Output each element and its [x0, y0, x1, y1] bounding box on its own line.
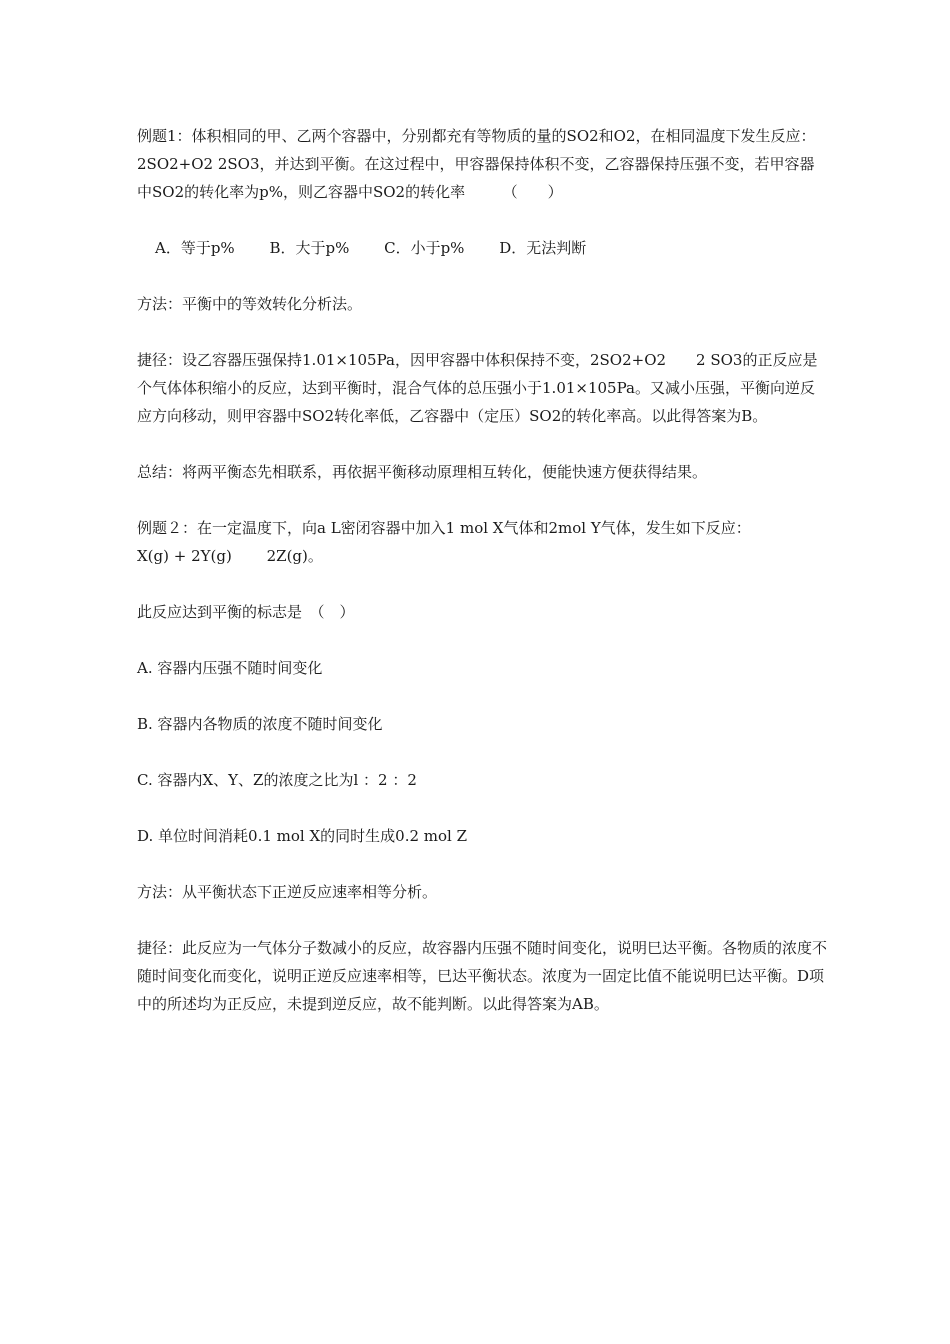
example1-solution: 捷径：设乙容器压强保持1.01×105Pa，因甲容器中体积保持不变，2SO2+O2 2 SO3的正反应是个气体体积缩小的反应，达到平衡时，混合气体的总压强小于1.01×105Pa。又减小压强，平衡向逆反应方向移动，则甲容器中SO2转化率低，乙容器中（定压）SO2的转化率高。以此得答案为B。	[137, 351, 818, 425]
example2-method: 方法：从平衡状态下正逆反应速率相等分析。	[137, 883, 438, 901]
example2-solution: 捷径：此反应为一气体分子数减小的反应，故容器内压强不随时间变化，说明巳达平衡。各物质的浓度不随时间变化而变化，说明正逆反应速率相等，巳达平衡状态。浓度为一固定比值不能说明巳达平衡。D项中的所述均为正反应，未提到逆反应，故不能判断。以此得答案为AB。	[137, 939, 828, 1013]
example2-option-a: A. 容器内压强不随时间变化	[137, 659, 323, 677]
example1-question: 例题1：体积相同的甲、乙两个容器中，分别都充有等物质的量的SO2和O2，在相同温度下发生反应：2SO2+O2 2SO3，并达到平衡。在这过程中，甲容器保持体积不变，乙容器保持压强不变，若甲容器中SO2的转化率为p%，则乙容器中SO2的转化率 （ ）	[137, 127, 816, 201]
example2-option-c: C. 容器内X、Y、Z的浓度之比为l ：2 ：2	[137, 771, 417, 789]
example2-reaction: X(g) + 2Y(g) 2Z(g)。	[137, 547, 323, 565]
example2-option-b: B. 容器内各物质的浓度不随时间变化	[137, 715, 383, 733]
example1-method: 方法：平衡中的等效转化分析法。	[137, 295, 363, 313]
example2-question: 此反应达到平衡的标志是 （ ）	[137, 603, 355, 621]
example2-intro: 例题２：在一定温度下，向a L密闭容器中加入1 mol X气体和2mol Y气体，发生如下反应：	[137, 519, 751, 537]
document-page	[137, 122, 827, 1046]
example2-option-d: D. 单位时间消耗0.1 mol X的同时生成0.2 mol Z	[137, 827, 468, 845]
example1-options: A．等于p% B．大于p% C．小于p% D．无法判断	[155, 239, 587, 257]
example1-summary: 总结：将两平衡态先相联系，再依据平衡移动原理相互转化，便能快速方便获得结果。	[137, 463, 708, 481]
